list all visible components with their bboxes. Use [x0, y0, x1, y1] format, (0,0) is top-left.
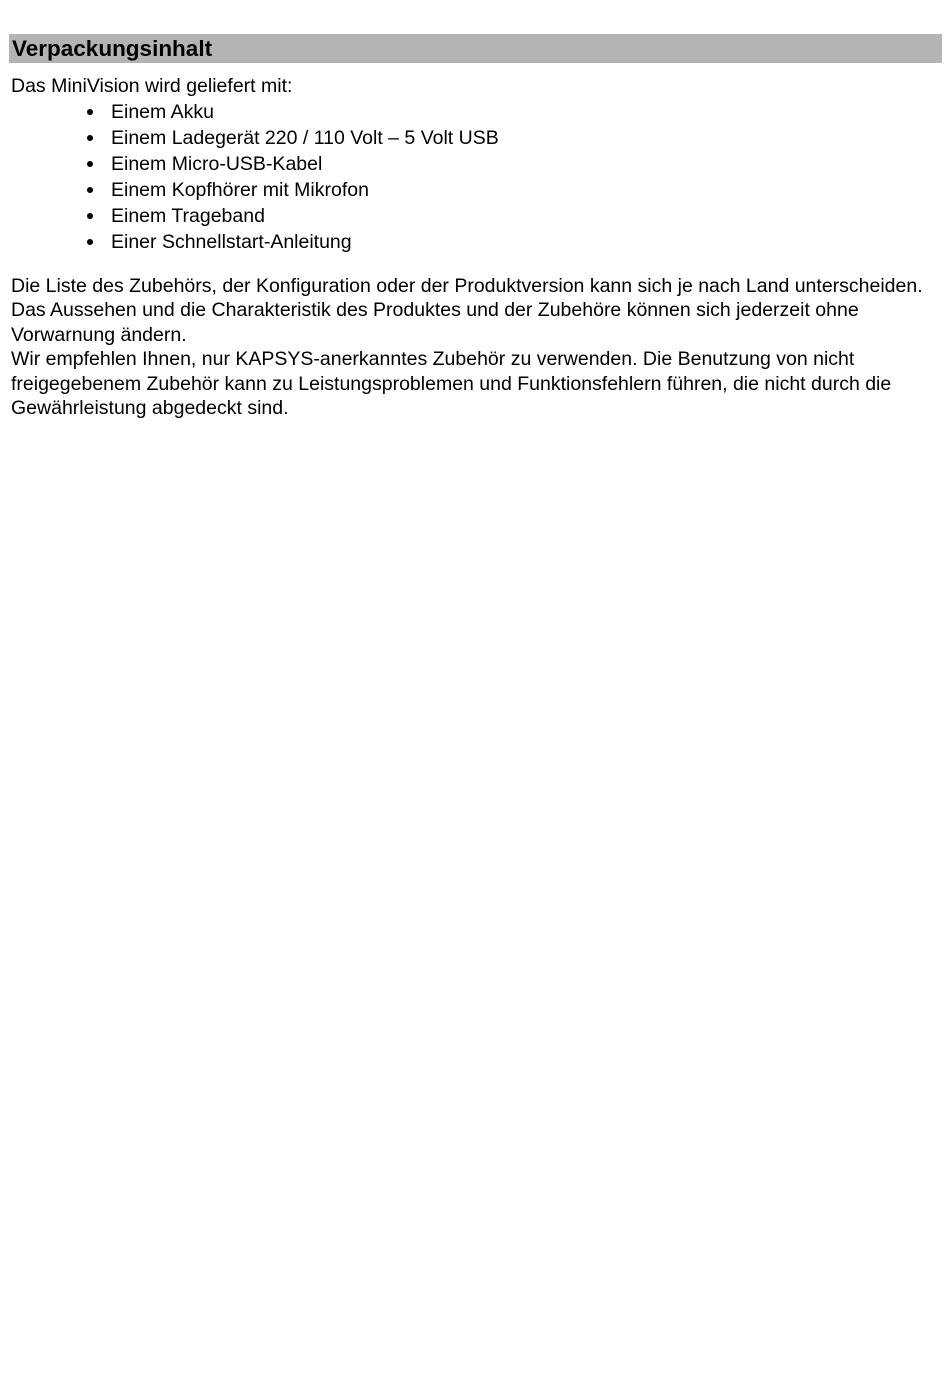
intro-text: Das MiniVision wird geliefert mit:	[11, 75, 293, 97]
note-paragraph-country-variation: Die Liste des Zubehörs, der Konfiguration oder der Produktversion kann sich je nach Land unterscheiden.	[11, 275, 923, 297]
bullet-icon	[87, 213, 93, 219]
bullet-icon	[87, 135, 93, 141]
notes-block	[11, 274, 943, 420]
bullet-icon	[87, 109, 93, 115]
list-item-text: Einem Kopfhörer mit Mikrofon	[111, 179, 369, 201]
list-item-text: Einem Ladegerät 220 / 110 Volt – 5 Volt USB	[111, 127, 499, 149]
note-paragraph-appearance-change: Das Aussehen und die Charakteristik des Produktes und der Zubehöre können sich jederzeit ohne Vorwarnung ändern.	[11, 299, 859, 346]
bullet-icon	[87, 187, 93, 193]
list-item-text: Einer Schnellstart-Anleitung	[111, 231, 352, 253]
note-paragraph-accessory-recommendation: Wir empfehlen Ihnen, nur KAPSYS-anerkanntes Zubehör zu verwenden. Die Benutzung von nicht freigegebenem Zubehör kann zu Leistungsproblemen und Funktionsfehlern führen, die nicht durch die Gewährleistung abgedeckt sind.	[11, 348, 892, 420]
bullet-icon	[87, 239, 93, 245]
bullet-icon	[87, 161, 93, 167]
list-item-text: Einem Trageband	[111, 205, 265, 227]
list-item-text: Einem Akku	[111, 101, 214, 123]
section-heading: Verpackungsinhalt	[9, 34, 942, 63]
list-item-text: Einem Micro-USB-Kabel	[111, 153, 323, 175]
